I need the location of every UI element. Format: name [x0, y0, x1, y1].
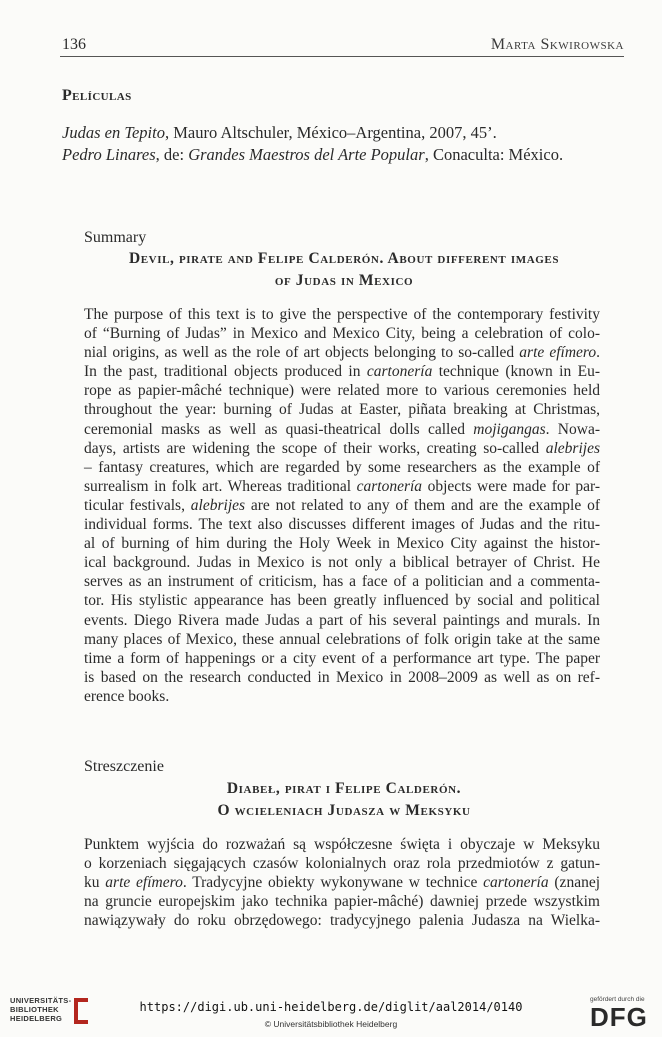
text-line: time a form of happenings or a city event of a performance art type. The paper	[84, 649, 600, 667]
text-line: nawiązywały do roku obrzędowego: tradycyjnego palenia Judasza na Wielka-	[84, 912, 600, 930]
film-entry-1	[62, 122, 497, 144]
film-series: Grandes Maestros del Arte Popular	[188, 145, 425, 164]
text-line: ticular festivals, alebrijes are not related to any of them and are the example of	[84, 496, 600, 514]
film-entry-2	[62, 144, 563, 166]
text-line: serves as an instrument of criticism, has a face of a politician and a commenta-	[84, 573, 600, 591]
film-connector: , de:	[155, 145, 189, 164]
summary-title-line-2: of Judas in Mexico	[274, 272, 414, 289]
text-line: o korzeniach sięgających czasów kolonialnych oraz rola przedmiotów z gatun-	[84, 855, 600, 873]
text-line: In the past, traditional objects produced in cartonería technique (known in Eu-	[84, 363, 601, 381]
text-line: is based on the research conducted in Mexico in 2008–2009 as well as on ref-	[84, 668, 600, 686]
text-line: throughout the year: burning of Judas at Easter, piñata breaking at Christmas,	[84, 401, 600, 419]
text-line: of “Burning of Judas” in Mexico and Mexico City, being a celebration of colo-	[84, 325, 600, 343]
logo-line-1: UNIVERSITÄTS-	[10, 996, 72, 1005]
text-line: al of burning of him during the Holy Week in Mexico City against the histor-	[84, 535, 600, 553]
streszczenie-title	[84, 778, 604, 822]
film-details: , Conaculta: México.	[424, 145, 564, 164]
streszczenie-title-line-1: Diabeł, pirat i Felipe Calderón.	[226, 780, 462, 797]
films-section-title: Películas	[62, 87, 132, 104]
summary-title	[84, 248, 604, 292]
text-line: The purpose of this text is to give the perspective of the contemporary festivity	[84, 306, 600, 323]
text-line: na gruncie europejskim jako technika papier-mâché) dawniej przede wszystkim	[84, 893, 600, 911]
header-rule	[60, 56, 624, 57]
text-line: ceremonial masks as well as quasi-theatrical dolls called mojigangas. Nowa-	[84, 420, 600, 438]
logo-line-3: HEIDELBERG	[10, 1014, 63, 1023]
streszczenie-paragraph	[84, 835, 600, 930]
text-line: events. Diego Rivera made Judas a part of his several paintings and murals. In	[84, 611, 600, 629]
source-url-link[interactable]: https://digi.ub.uni-heidelberg.de/diglit/aal2014/0140	[139, 1000, 523, 1014]
text-line: surrealism in folk art. Whereas traditional cartonería objects were made for par-	[84, 477, 600, 495]
streszczenie-title-line-2: O wcieleniach Judasza w Meksyku	[217, 802, 471, 819]
streszczenie-label: Streszczenie	[84, 758, 164, 775]
text-line: – fantasy creatures, which are regarded by some researchers as the example of	[84, 458, 600, 476]
copyright-notice: © Universitätsbibliothek Heidelberg	[264, 1019, 398, 1029]
text-line: ku arte efímero. Tradycyjne obiekty wykonywane w technice cartonería (znanej	[84, 874, 601, 892]
running-head: Marta Skwirowska	[490, 36, 624, 53]
film-title: Judas en Tepito	[62, 123, 165, 142]
text-line: many places of Mexico, these annual celebrations of folk origin take at the same	[84, 630, 600, 648]
text-line: rope as papier-mâché technique) were related more to various ceremonies held	[84, 382, 600, 400]
dfg-logo: DFG	[590, 1002, 648, 1032]
text-line: erence books.	[84, 687, 170, 705]
summary-paragraph	[84, 305, 600, 706]
text-line: days, artists are widening the scope of their works, creating so-called alebrijes	[84, 439, 600, 457]
summary-title-line-1: Devil, pirate and Felipe Calderón. About different images	[128, 250, 560, 267]
text-line: ical background. Judas in Mexico is not only a biblical betrayer of Christ. He	[84, 554, 600, 572]
text-line: Punktem wyjścia do rozważań są współczesne święta i obyczaje w Meksyku	[84, 836, 600, 853]
text-line: nial origins, as well as the role of art objects belonging to so-called arte efímero.	[84, 344, 601, 362]
logo-line-2: BIBLIOTHEK	[10, 1005, 59, 1014]
text-line: individual forms. The text also discusses different images of Judas and the ritu-	[84, 516, 600, 534]
summary-label: Summary	[84, 229, 147, 246]
film-author: Pedro Linares	[62, 145, 156, 164]
text-line: tor. His stylistic appearance has been greatly influenced by social and political	[84, 592, 600, 610]
page-number: 136	[62, 36, 86, 53]
funding-note: gefördert durch die	[590, 996, 645, 1003]
film-details: , Mauro Altschuler, México–Argentina, 2007, 45’.	[164, 123, 497, 142]
